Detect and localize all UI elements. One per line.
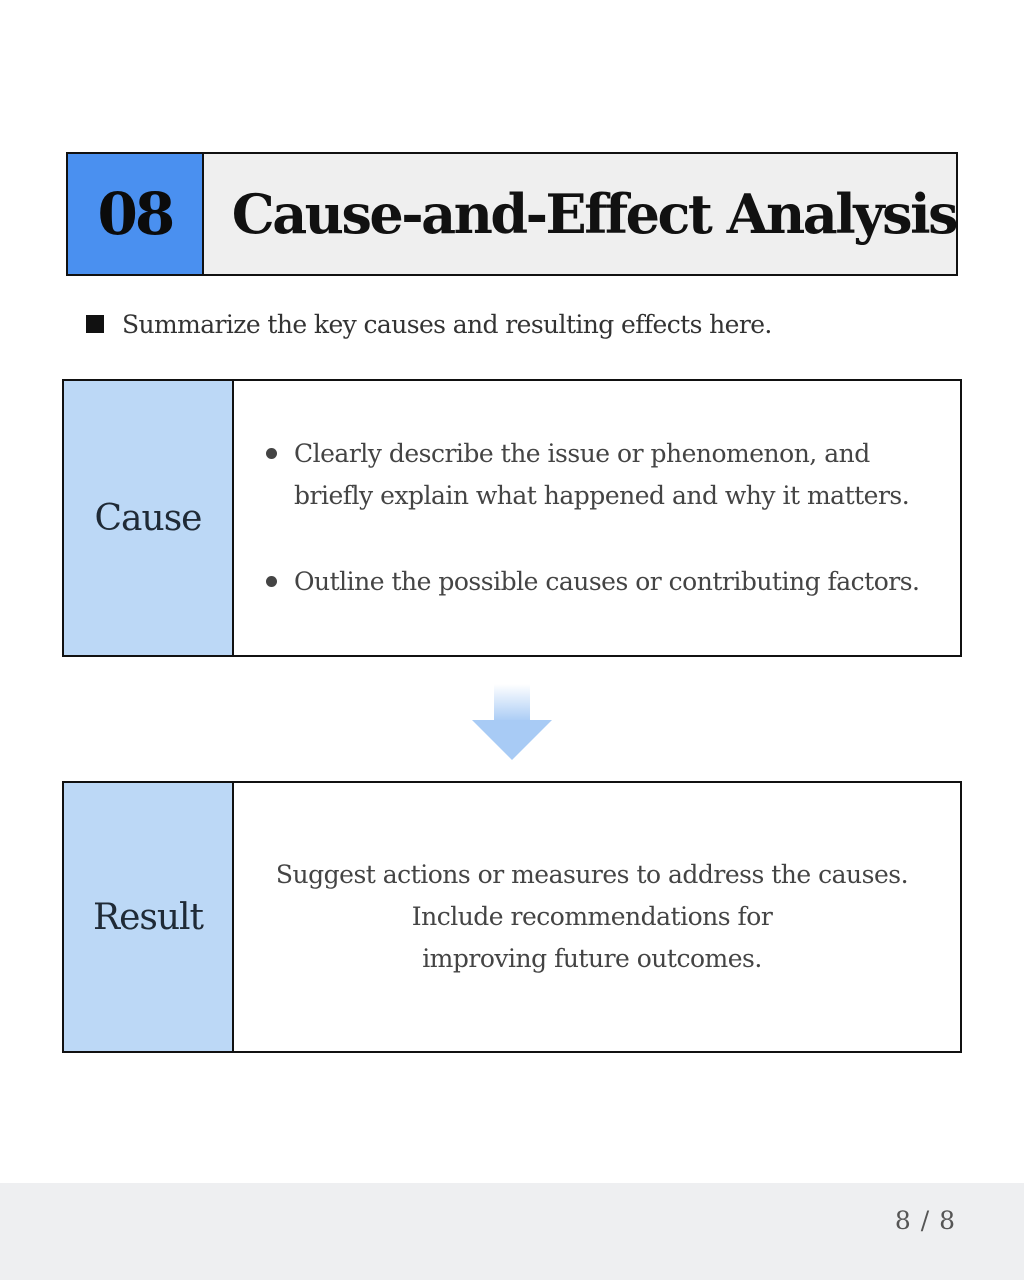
cause-label: Cause xyxy=(64,381,234,655)
page-number: 8 / 8 xyxy=(894,1206,956,1235)
square-bullet-icon xyxy=(86,315,104,333)
result-label: Result xyxy=(64,783,234,1051)
result-line: Include recommendations for xyxy=(411,902,773,931)
page-title: Cause-and-Effect Analysis xyxy=(231,182,956,246)
cause-content xyxy=(234,381,960,655)
subtitle-text: Summarize the key causes and resulting effects here. xyxy=(122,309,772,339)
cause-box xyxy=(62,379,962,657)
cause-item: Outline the possible causes or contributing factors. xyxy=(264,561,920,603)
cause-item: Clearly describe the issue or phenomenon, and briefly explain what happened and why it matters. xyxy=(264,433,920,517)
result-line: improving future outcomes. xyxy=(422,944,762,973)
section-number: 08 xyxy=(68,154,204,274)
result-content xyxy=(234,783,960,1051)
title-block xyxy=(66,152,958,276)
arrow-down-icon xyxy=(470,684,554,762)
result-box xyxy=(62,781,962,1053)
cause-list xyxy=(264,433,920,603)
result-line: Suggest actions or measures to address the causes. xyxy=(275,860,909,889)
subtitle-row xyxy=(86,304,772,344)
footer-bar xyxy=(0,1183,1024,1280)
